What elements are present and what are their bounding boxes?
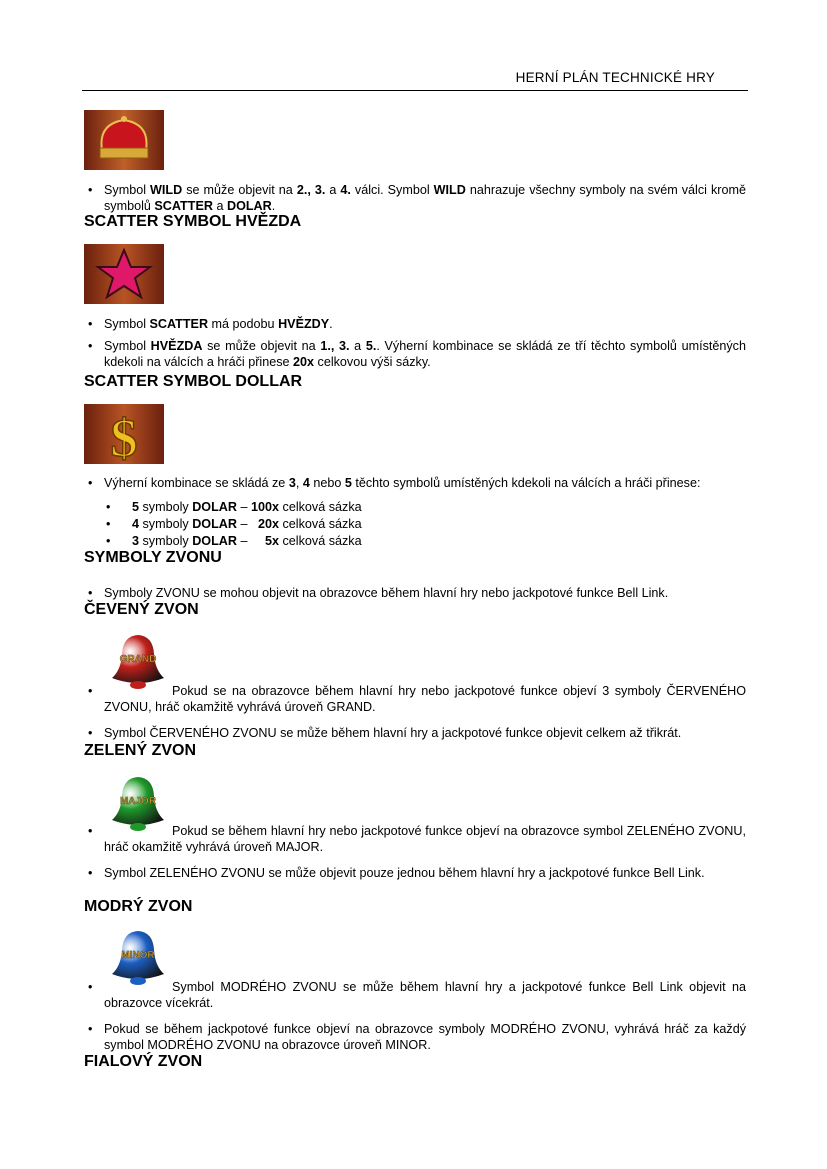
bullet-paragraph xyxy=(84,475,746,491)
payout-text: symboly xyxy=(139,500,193,514)
payout-text: DOLAR xyxy=(192,500,237,514)
bold-text: DOLAR xyxy=(226,199,272,213)
text: Pokud se během jackpotové funkce objeví na obrazovce symboly MODRÉHO ZVONU, vyhrává hráč za každý symbol MODRÉHO ZVONU na obrazovce úroveň MINOR. xyxy=(104,1022,746,1052)
text: Pokud se na obrazovce během hlavní hry nebo jackpotové funkce objeví 3 symboly ČERVENÉHO ZVONU, hráč okamžitě vyhrává úroveň GRAND. xyxy=(104,684,746,714)
heading-blue-bell: MODRÝ ZVON xyxy=(84,898,193,915)
payout-text: – xyxy=(236,500,251,514)
bold-text: 2., 3. xyxy=(296,183,326,197)
bold-text: WILD xyxy=(150,183,183,197)
payout-text: celková sázka xyxy=(279,500,362,514)
text: se může objevit na xyxy=(182,183,297,197)
bold-text: 4. xyxy=(340,183,351,197)
text: . xyxy=(271,199,276,213)
text: Symbol MODRÉHO ZVONU se může během hlavní hry a jackpotové funkce Bell Link objevit na obrazovce vícekrát. xyxy=(104,980,746,1010)
text: . xyxy=(329,317,333,331)
star-symbol-image xyxy=(84,244,164,304)
bold-text: 1., 3. xyxy=(320,339,350,353)
bullet-paragraph xyxy=(84,182,746,214)
text: Symbol xyxy=(104,317,150,331)
bold-text: 4 xyxy=(302,476,310,490)
payout-text: DOLAR xyxy=(192,534,237,548)
payout-text: 5 xyxy=(132,500,140,514)
dollar-symbol-image xyxy=(84,404,164,464)
payout-text: 3 xyxy=(132,534,140,548)
header-rule xyxy=(82,90,748,91)
payout-text: 100x xyxy=(251,500,280,514)
bold-text: HVĚZDA xyxy=(150,339,203,353)
payout-text: symboly xyxy=(139,517,193,531)
dollar-payout-list xyxy=(84,499,746,550)
text: má podobu xyxy=(208,317,279,331)
text: Symbol xyxy=(104,183,151,197)
payout-text: DOLAR xyxy=(192,517,237,531)
text: válci. Symbol xyxy=(350,183,434,197)
heading-green-bell: ZELENÝ ZVON xyxy=(84,742,197,759)
bullet-paragraph xyxy=(84,1021,746,1053)
text: celkovou výši sázky. xyxy=(314,355,431,369)
bold-text: 5 xyxy=(344,476,352,490)
payout-item xyxy=(84,516,746,533)
bullet-paragraph xyxy=(84,823,746,855)
bullet-paragraph xyxy=(84,338,746,370)
heading-bell-symbols: SYMBOLY ZVONU xyxy=(84,549,222,566)
payout-text: 4 xyxy=(132,517,140,531)
payout-text: 5x xyxy=(264,534,279,548)
bold-text: 20x xyxy=(293,355,315,369)
bold-text: HVĚZDY xyxy=(278,317,330,331)
text: nahrazuje všechny symboly na svém válci kromě symbolů xyxy=(104,183,746,213)
text: Symbol ČERVENÉHO ZVONU se může během hlavní hry a jackpotové funkce objevit celkem až třikrát. xyxy=(104,726,682,740)
payout-text: – xyxy=(236,517,258,531)
text: , xyxy=(295,476,303,490)
bullet-paragraph xyxy=(84,585,746,601)
text: Symbol ZELENÉHO ZVONU se může objevit pouze jednou během hlavní hry a jackpotové funkce Bell Link. xyxy=(104,866,705,880)
payout-item xyxy=(84,533,746,550)
text: Symbol xyxy=(104,339,151,353)
text: nebo xyxy=(309,476,345,490)
heading-scatter-star: SCATTER SYMBOL HVĚZDA xyxy=(84,213,302,230)
green-bell-bullets xyxy=(84,823,746,881)
dollar-bullets xyxy=(84,475,746,491)
payout-item xyxy=(84,499,746,516)
bold-text: SCATTER xyxy=(154,199,213,213)
bold-text: 5. xyxy=(365,339,377,353)
bold-text: WILD xyxy=(433,183,466,197)
heading-scatter-dollar: SCATTER SYMBOL DOLLAR xyxy=(84,373,303,390)
bell-label: MINOR xyxy=(121,950,155,961)
payout-text: symboly xyxy=(139,534,193,548)
bullet-paragraph xyxy=(84,683,746,715)
payout-text: – xyxy=(236,534,265,548)
text: těchto symbolů umístěných kdekoli na válcích a hráči přinese: xyxy=(351,476,701,490)
red-bell-bullets xyxy=(84,683,746,741)
star-bullets xyxy=(84,316,746,370)
bullet-paragraph xyxy=(84,316,746,332)
text: Pokud se během hlavní hry nebo jackpotové funkce objeví na obrazovce symbol ZELENÉHO ZVONU, hráč okamžitě vyhrává úroveň MAJOR. xyxy=(104,824,746,854)
bell-label: GRAND xyxy=(119,654,157,665)
text: a xyxy=(349,339,366,353)
text: Výherní kombinace se skládá ze xyxy=(104,476,289,490)
heading-red-bell: ČEVENÝ ZVON xyxy=(84,601,199,618)
text: se může objevit na xyxy=(202,339,321,353)
text: Symboly ZVONU se mohou objevit na obrazovce během hlavní hry nebo jackpotové funkce Bell Link. xyxy=(104,586,669,600)
text: a xyxy=(325,183,341,197)
text: . Výherní kombinace se skládá ze tří těchto symbolů umístěných kdekoli na válcích a hráči přinese xyxy=(104,339,746,369)
bullet-paragraph xyxy=(84,979,746,1011)
bullet-paragraph xyxy=(84,725,746,741)
payout-text: celková sázka xyxy=(279,534,362,548)
bell-label: MAJOR xyxy=(119,796,157,807)
bell-bullets xyxy=(84,585,746,601)
heading-purple-bell: FIALOVÝ ZVON xyxy=(84,1053,203,1070)
bold-text: SCATTER xyxy=(149,317,209,331)
page-header-title: HERNÍ PLÁN TECHNICKÉ HRY xyxy=(515,70,715,85)
bullet-paragraph xyxy=(84,865,746,881)
payout-text: celková sázka xyxy=(279,517,362,531)
svg-text:$: $ xyxy=(110,408,138,464)
wild-bullets xyxy=(84,182,746,214)
text: a xyxy=(212,199,227,213)
payout-text: 20x xyxy=(257,517,279,531)
crown-symbol-image xyxy=(84,110,164,170)
blue-bell-bullets xyxy=(84,979,746,1053)
bold-text: 3 xyxy=(288,476,296,490)
